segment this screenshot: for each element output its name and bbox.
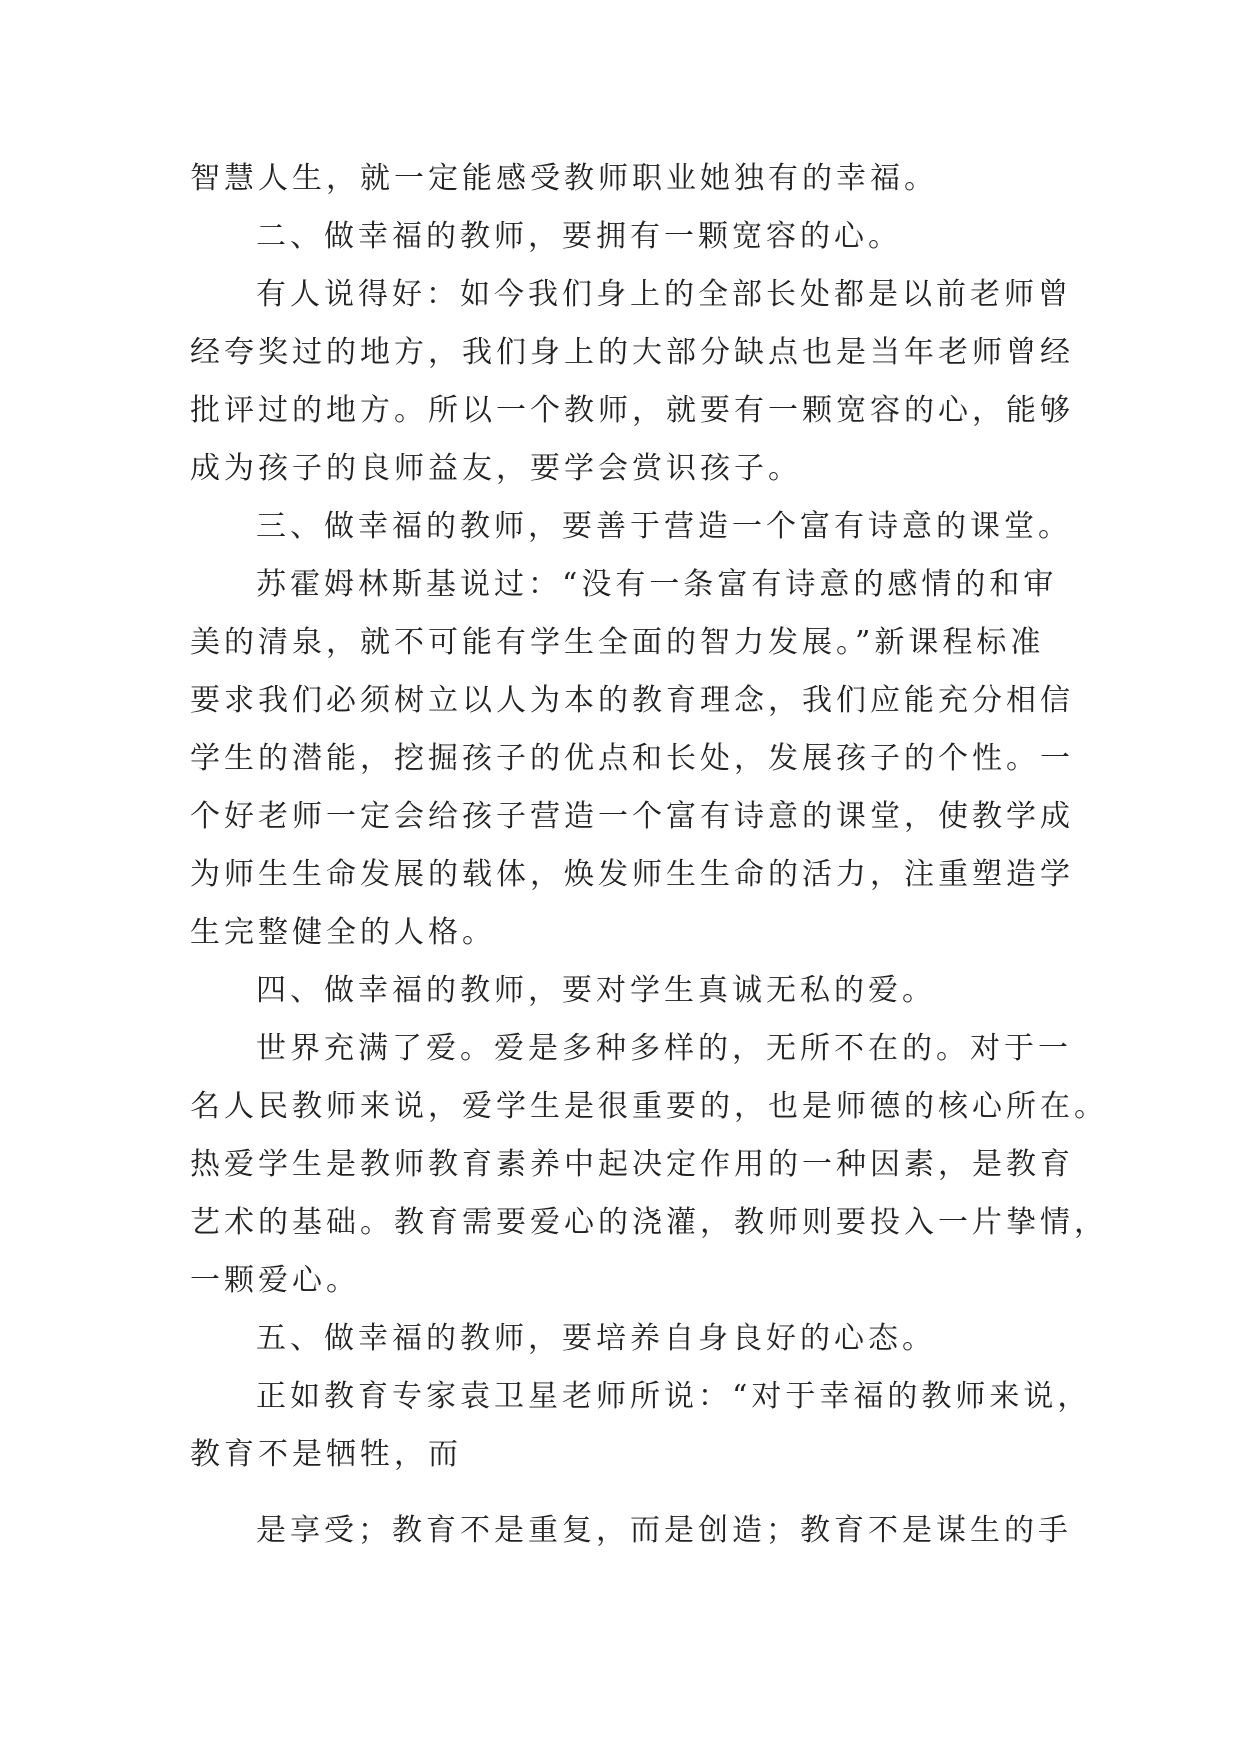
text-line: 艺术的基础。教育需要爱心的浇灌，教师则要投入一片挚情，: [190, 1205, 1108, 1240]
text-line: 美的清泉，就不可能有学生全面的智力发展。”新课程标准: [190, 625, 1045, 660]
document-body: [190, 150, 1108, 1560]
text-line: 教育不是牺牲，而: [190, 1437, 462, 1472]
text-line: 一颗爱心。: [190, 1263, 360, 1298]
text-line: 生完整健全的人格。: [190, 915, 496, 950]
section-heading-5: 五、做幸福的教师，要培养自身良好的心态。: [256, 1321, 936, 1356]
text-line: 正如教育专家袁卫星老师所说：“对于幸福的教师来说，: [256, 1379, 1092, 1414]
text-line: 成为孩子的良师益友，要学会赏识孩子。: [190, 451, 802, 486]
text-line: 智慧人生，就一定能感受教师职业她独有的幸福。: [190, 161, 938, 196]
text-line: 要求我们必须树立以人为本的教育理念，我们应能充分相信: [190, 683, 1074, 718]
text-line: 苏霍姆林斯基说过：“没有一条富有诗意的感情的和审: [256, 567, 1058, 602]
text-line: 有人说得好：如今我们身上的全部长处都是以前老师曾: [256, 277, 1072, 312]
text-line: 世界充满了爱。爱是多种多样的，无所不在的。对于一: [256, 1031, 1072, 1066]
text-line: 学生的潜能，挖掘孩子的优点和长处，发展孩子的个性。一: [190, 741, 1074, 776]
text-line: 个好老师一定会给孩子营造一个富有诗意的课堂，使教学成: [190, 799, 1074, 834]
section-heading-4: 四、做幸福的教师，要对学生真诚无私的爱。: [256, 973, 936, 1008]
text-line: 批评过的地方。所以一个教师，就要有一颗宽容的心，能够: [190, 393, 1074, 428]
text-line: 经夸奖过的地方，我们身上的大部分缺点也是当年老师曾经: [190, 335, 1074, 370]
text-line: 是享受；教育不是重复，而是创造；教育不是谋生的手: [256, 1513, 1072, 1548]
section-heading-3: 三、做幸福的教师，要善于营造一个富有诗意的课堂。: [256, 509, 1072, 544]
text-line: 名人民教师来说，爱学生是很重要的，也是师德的核心所在。: [190, 1089, 1108, 1124]
section-heading-2: 二、做幸福的教师，要拥有一颗宽容的心。: [256, 219, 902, 254]
text-line: 为师生生命发展的载体，焕发师生生命的活力，注重塑造学: [190, 857, 1074, 892]
text-line: 热爱学生是教师教育素养中起决定作用的一种因素，是教育: [190, 1147, 1074, 1182]
